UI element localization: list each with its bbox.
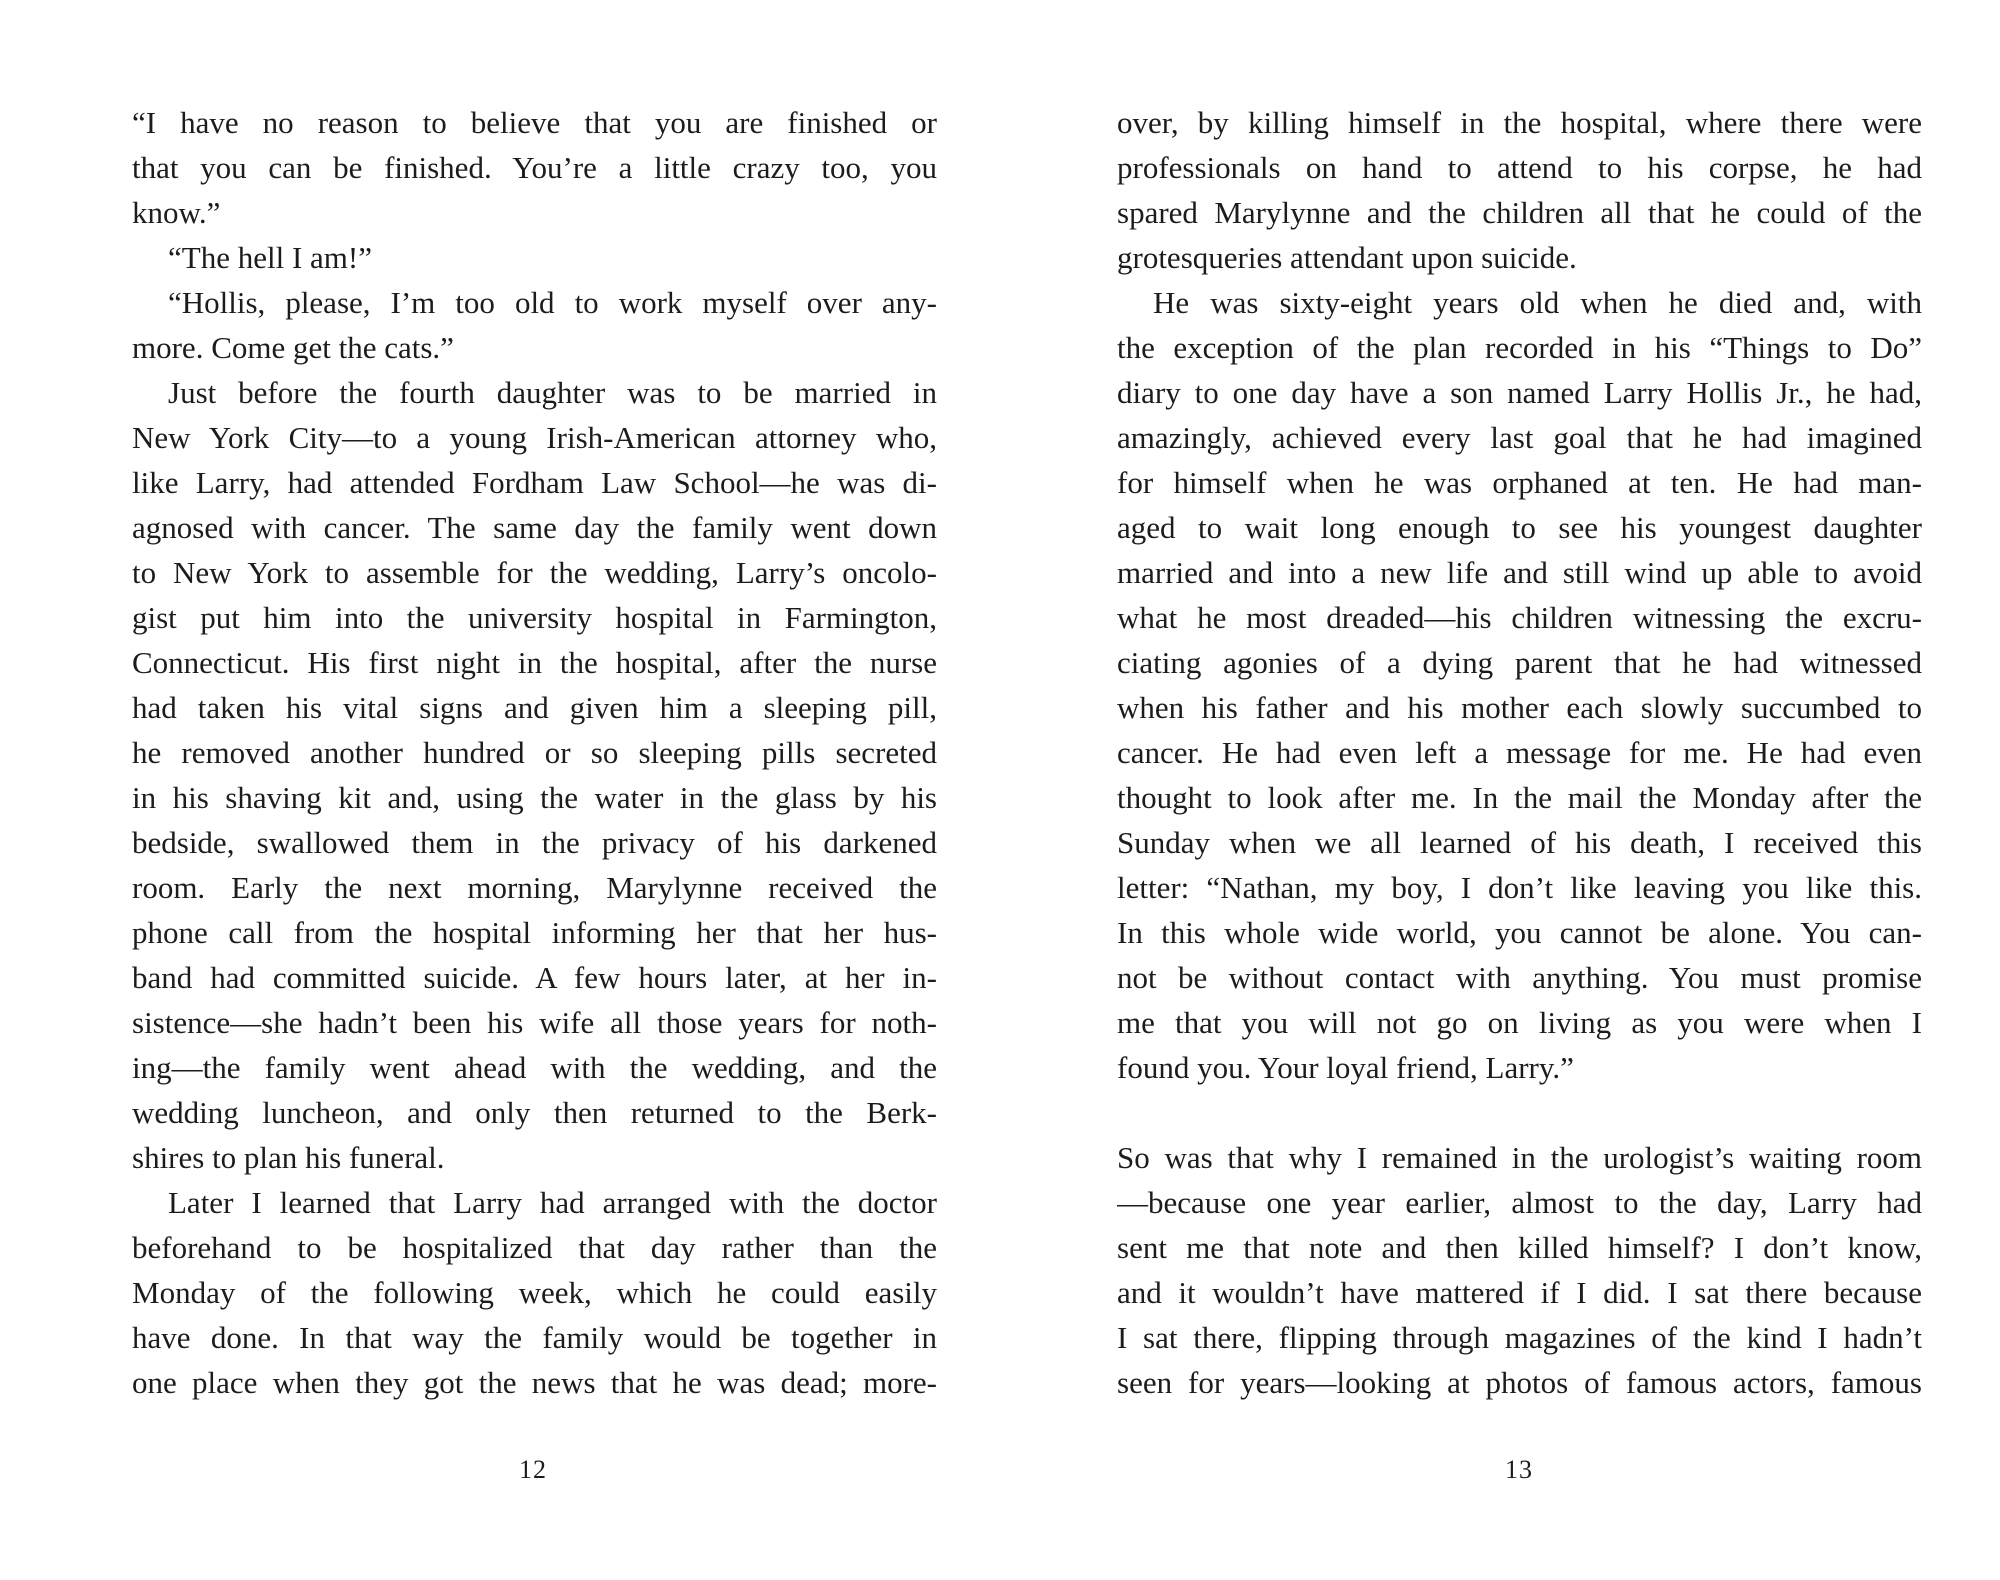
text-line: spared Marylynne and the children all that he could of the <box>1117 195 1922 230</box>
page-number-left: 12 <box>519 1455 547 1484</box>
text-line: sistence—she hadn’t been his wife all those years for noth- <box>132 1005 937 1040</box>
text-line: ciating agonies of a dying parent that he had witnessed <box>1117 645 1922 680</box>
text-line: me that you will not go on living as you were when I <box>1117 1005 1922 1040</box>
text-line: Sunday when we all learned of his death, I received this <box>1117 825 1922 860</box>
text-line: Monday of the following week, which he could easily <box>132 1275 937 1310</box>
text-line: In this whole wide world, you cannot be alone. You can- <box>1117 915 1922 950</box>
text-line: aged to wait long enough to see his youngest daughter <box>1117 510 1922 545</box>
text-line: New York City—to a young Irish-American attorney who, <box>132 420 937 455</box>
page-number-right: 13 <box>1505 1455 1533 1484</box>
text-line: know.” <box>132 195 221 230</box>
text-line: professionals on hand to attend to his corpse, he had <box>1117 150 1922 185</box>
text-line: over, by killing himself in the hospital, where there were <box>1117 105 1922 140</box>
text-line: bedside, swallowed them in the privacy of his darkened <box>132 825 937 860</box>
text-line: thought to look after me. In the mail the Monday after the <box>1117 780 1922 815</box>
text-line: what he most dreaded—his children witnessing the excru- <box>1117 600 1922 635</box>
text-line: when his father and his mother each slowly succumbed to <box>1117 690 1922 725</box>
text-line: found you. Your loyal friend, Larry.” <box>1117 1050 1574 1085</box>
text-line: and it wouldn’t have mattered if I did. I sat there because <box>1117 1275 1922 1310</box>
text-line: gist put him into the university hospital in Farmington, <box>132 600 937 635</box>
text-line: to New York to assemble for the wedding, Larry’s oncolo- <box>132 555 937 590</box>
text-line: band had committed suicide. A few hours later, at her in- <box>132 960 937 995</box>
text-line: had taken his vital signs and given him a sleeping pill, <box>132 690 937 725</box>
text-line: seen for years—looking at photos of famous actors, famous <box>1117 1365 1922 1400</box>
text-line: the exception of the plan recorded in his “Things to Do” <box>1117 330 1922 365</box>
text-line: in his shaving kit and, using the water in the glass by his <box>132 780 937 815</box>
text-line: one place when they got the news that he was dead; more- <box>132 1365 937 1400</box>
text-line: “I have no reason to believe that you are finished or <box>132 105 937 140</box>
right-page-text <box>1117 100 1922 1405</box>
text-line: —because one year earlier, almost to the day, Larry had <box>1117 1185 1922 1220</box>
text-line: Connecticut. His first night in the hospital, after the nurse <box>132 645 937 680</box>
text-line: I sat there, flipping through magazines of the kind I hadn’t <box>1117 1320 1922 1355</box>
text-line: letter: “Nathan, my boy, I don’t like leaving you like this. <box>1117 870 1922 905</box>
text-line: he removed another hundred or so sleeping pills secreted <box>132 735 937 770</box>
text-line: sent me that note and then killed himself? I don’t know, <box>1117 1230 1922 1265</box>
text-line: for himself when he was orphaned at ten. He had man- <box>1117 465 1922 500</box>
text-line: more. Come get the cats.” <box>132 330 454 365</box>
text-line: So was that why I remained in the urologist’s waiting room <box>1117 1140 1922 1175</box>
text-line: cancer. He had even left a message for me. He had even <box>1117 735 1922 770</box>
text-line: “The hell I am!” <box>168 240 372 275</box>
text-line: that you can be finished. You’re a little crazy too, you <box>132 150 937 185</box>
text-line: not be without contact with anything. You must promise <box>1117 960 1922 995</box>
text-line: Just before the fourth daughter was to be married in <box>168 375 937 410</box>
text-line: agnosed with cancer. The same day the family went down <box>132 510 937 545</box>
text-line: wedding luncheon, and only then returned to the Berk- <box>132 1095 937 1130</box>
left-page-text <box>132 100 937 1405</box>
text-line: beforehand to be hospitalized that day rather than the <box>132 1230 937 1265</box>
text-line: diary to one day have a son named Larry Hollis Jr., he had, <box>1117 375 1922 410</box>
text-line: amazingly, achieved every last goal that he had imagined <box>1117 420 1922 455</box>
text-line: He was sixty-eight years old when he died and, with <box>1153 285 1922 320</box>
text-line: phone call from the hospital informing her that her hus- <box>132 915 937 950</box>
text-line: like Larry, had attended Fordham Law School—he was di- <box>132 465 937 500</box>
text-line: shires to plan his funeral. <box>132 1140 445 1175</box>
section-break <box>1117 1090 1922 1135</box>
text-line: “Hollis, please, I’m too old to work myself over any- <box>168 285 937 320</box>
text-line: ing—the family went ahead with the wedding, and the <box>132 1050 937 1085</box>
text-line: Later I learned that Larry had arranged with the doctor <box>168 1185 937 1220</box>
text-line: grotesqueries attendant upon suicide. <box>1117 240 1577 275</box>
text-line: have done. In that way the family would be together in <box>132 1320 937 1355</box>
text-line: room. Early the next morning, Marylynne received the <box>132 870 937 905</box>
text-line: married and into a new life and still wind up able to avoid <box>1117 555 1922 590</box>
